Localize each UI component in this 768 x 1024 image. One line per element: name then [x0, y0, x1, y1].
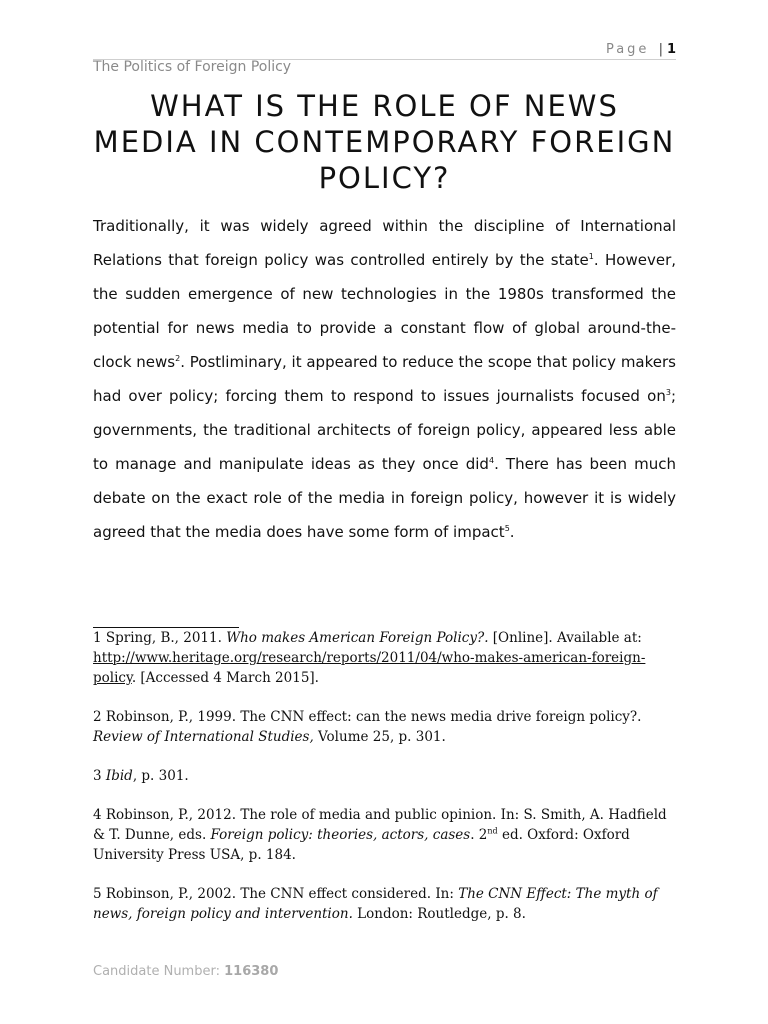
- footnote-5-publisher: London: Routledge, p. 8.: [352, 906, 526, 922]
- page-footer: [93, 964, 278, 979]
- footnote-1-accessed: . [Accessed 4 March 2015].: [131, 670, 319, 686]
- footnote-1-online: [Online]. Available at:: [488, 630, 642, 646]
- footnote-1-link[interactable]: http://www.heritage.org/research/reports/2011/04/who-makes-american-foreign-policy: [93, 650, 646, 686]
- footnote-5-citation: 5 Robinson, P., 2002. The CNN effect considered. In:: [93, 886, 459, 902]
- footnotes: [93, 628, 676, 943]
- footnote-5: [93, 884, 676, 924]
- footnote-1: [93, 628, 676, 688]
- candidate-label: Candidate Number:: [93, 964, 225, 979]
- candidate-number: 116380: [224, 964, 279, 979]
- footnote-2-volume: Volume 25, p. 301.: [313, 729, 446, 745]
- body-sentence-5: . There has been much debate on the exact role of the media in foreign policy, however it is widely agreed that the media does have some form of impact: [93, 455, 676, 541]
- body-sentence-6: .: [509, 523, 515, 541]
- body-sentence-3: . Postliminary, it appeared to reduce the scope that policy makers had over policy; forcing them to respond to issues journalists focused on: [93, 353, 676, 405]
- footnote-ref-3: 3: [665, 388, 671, 397]
- footnote-1-author: 1 Spring, B., 2011.: [93, 630, 227, 646]
- page-separator: |: [658, 42, 663, 57]
- footnote-4-publisher: ed. Oxford: Oxford University Press USA, p. 184.: [93, 827, 630, 863]
- footnote-2-journal: Review of International Studies,: [93, 729, 314, 745]
- footnote-4-citation: 4 Robinson, P., 2012. The role of media and public opinion. In: S. Smith, A. Hadfield & T. Dunne, eds.: [93, 807, 667, 843]
- running-header: The Politics of Foreign Policy: [93, 59, 292, 75]
- footnote-5-book: The CNN Effect: The myth of news, foreign policy and intervention.: [93, 886, 658, 922]
- footnote-3-ibid: Ibid: [105, 768, 133, 784]
- footnote-2: [93, 707, 676, 747]
- footnote-ref-4: 4: [488, 456, 495, 465]
- body-sentence-4: ; governments, the traditional architects of foreign policy, appeared less able to manage and manipulate ideas as they once did: [93, 387, 676, 473]
- footnote-1-title: Who makes American Foreign Policy?.: [226, 630, 489, 646]
- body-sentence-1: Traditionally, it was widely agreed within the discipline of International Relations that foreign policy was controlled entirely by the state: [93, 217, 676, 269]
- footnote-ref-2: 2: [175, 354, 181, 363]
- footnote-ref-5: 5: [504, 524, 510, 533]
- footnote-3-number: 3: [93, 768, 106, 784]
- footnote-4: [93, 805, 676, 865]
- footnote-4-edition: . 2: [470, 827, 488, 843]
- footnote-ref-1: 1: [588, 252, 594, 261]
- body-paragraph: [93, 209, 676, 549]
- footnote-3: [93, 766, 676, 786]
- page-number: 1: [666, 42, 676, 57]
- footnote-3-page: , p. 301.: [132, 768, 189, 784]
- page-label: Page: [605, 42, 650, 57]
- footnote-4-book: Foreign policy: theories, actors, cases: [210, 827, 471, 843]
- document-title: WHAT IS THE ROLE OF NEWS MEDIA IN CONTEMPORARY FOREIGN POLICY?: [93, 89, 676, 195]
- page-number-header: [606, 42, 676, 57]
- footnote-4-ordinal: nd: [487, 826, 498, 836]
- footnote-2-citation: 2 Robinson, P., 1999. The CNN effect: can the news media drive foreign policy?.: [93, 709, 642, 725]
- body-sentence-2: . However, the sudden emergence of new technologies in the 1980s transformed the potential for news media to provide a constant flow of global around-the-clock news: [93, 251, 677, 371]
